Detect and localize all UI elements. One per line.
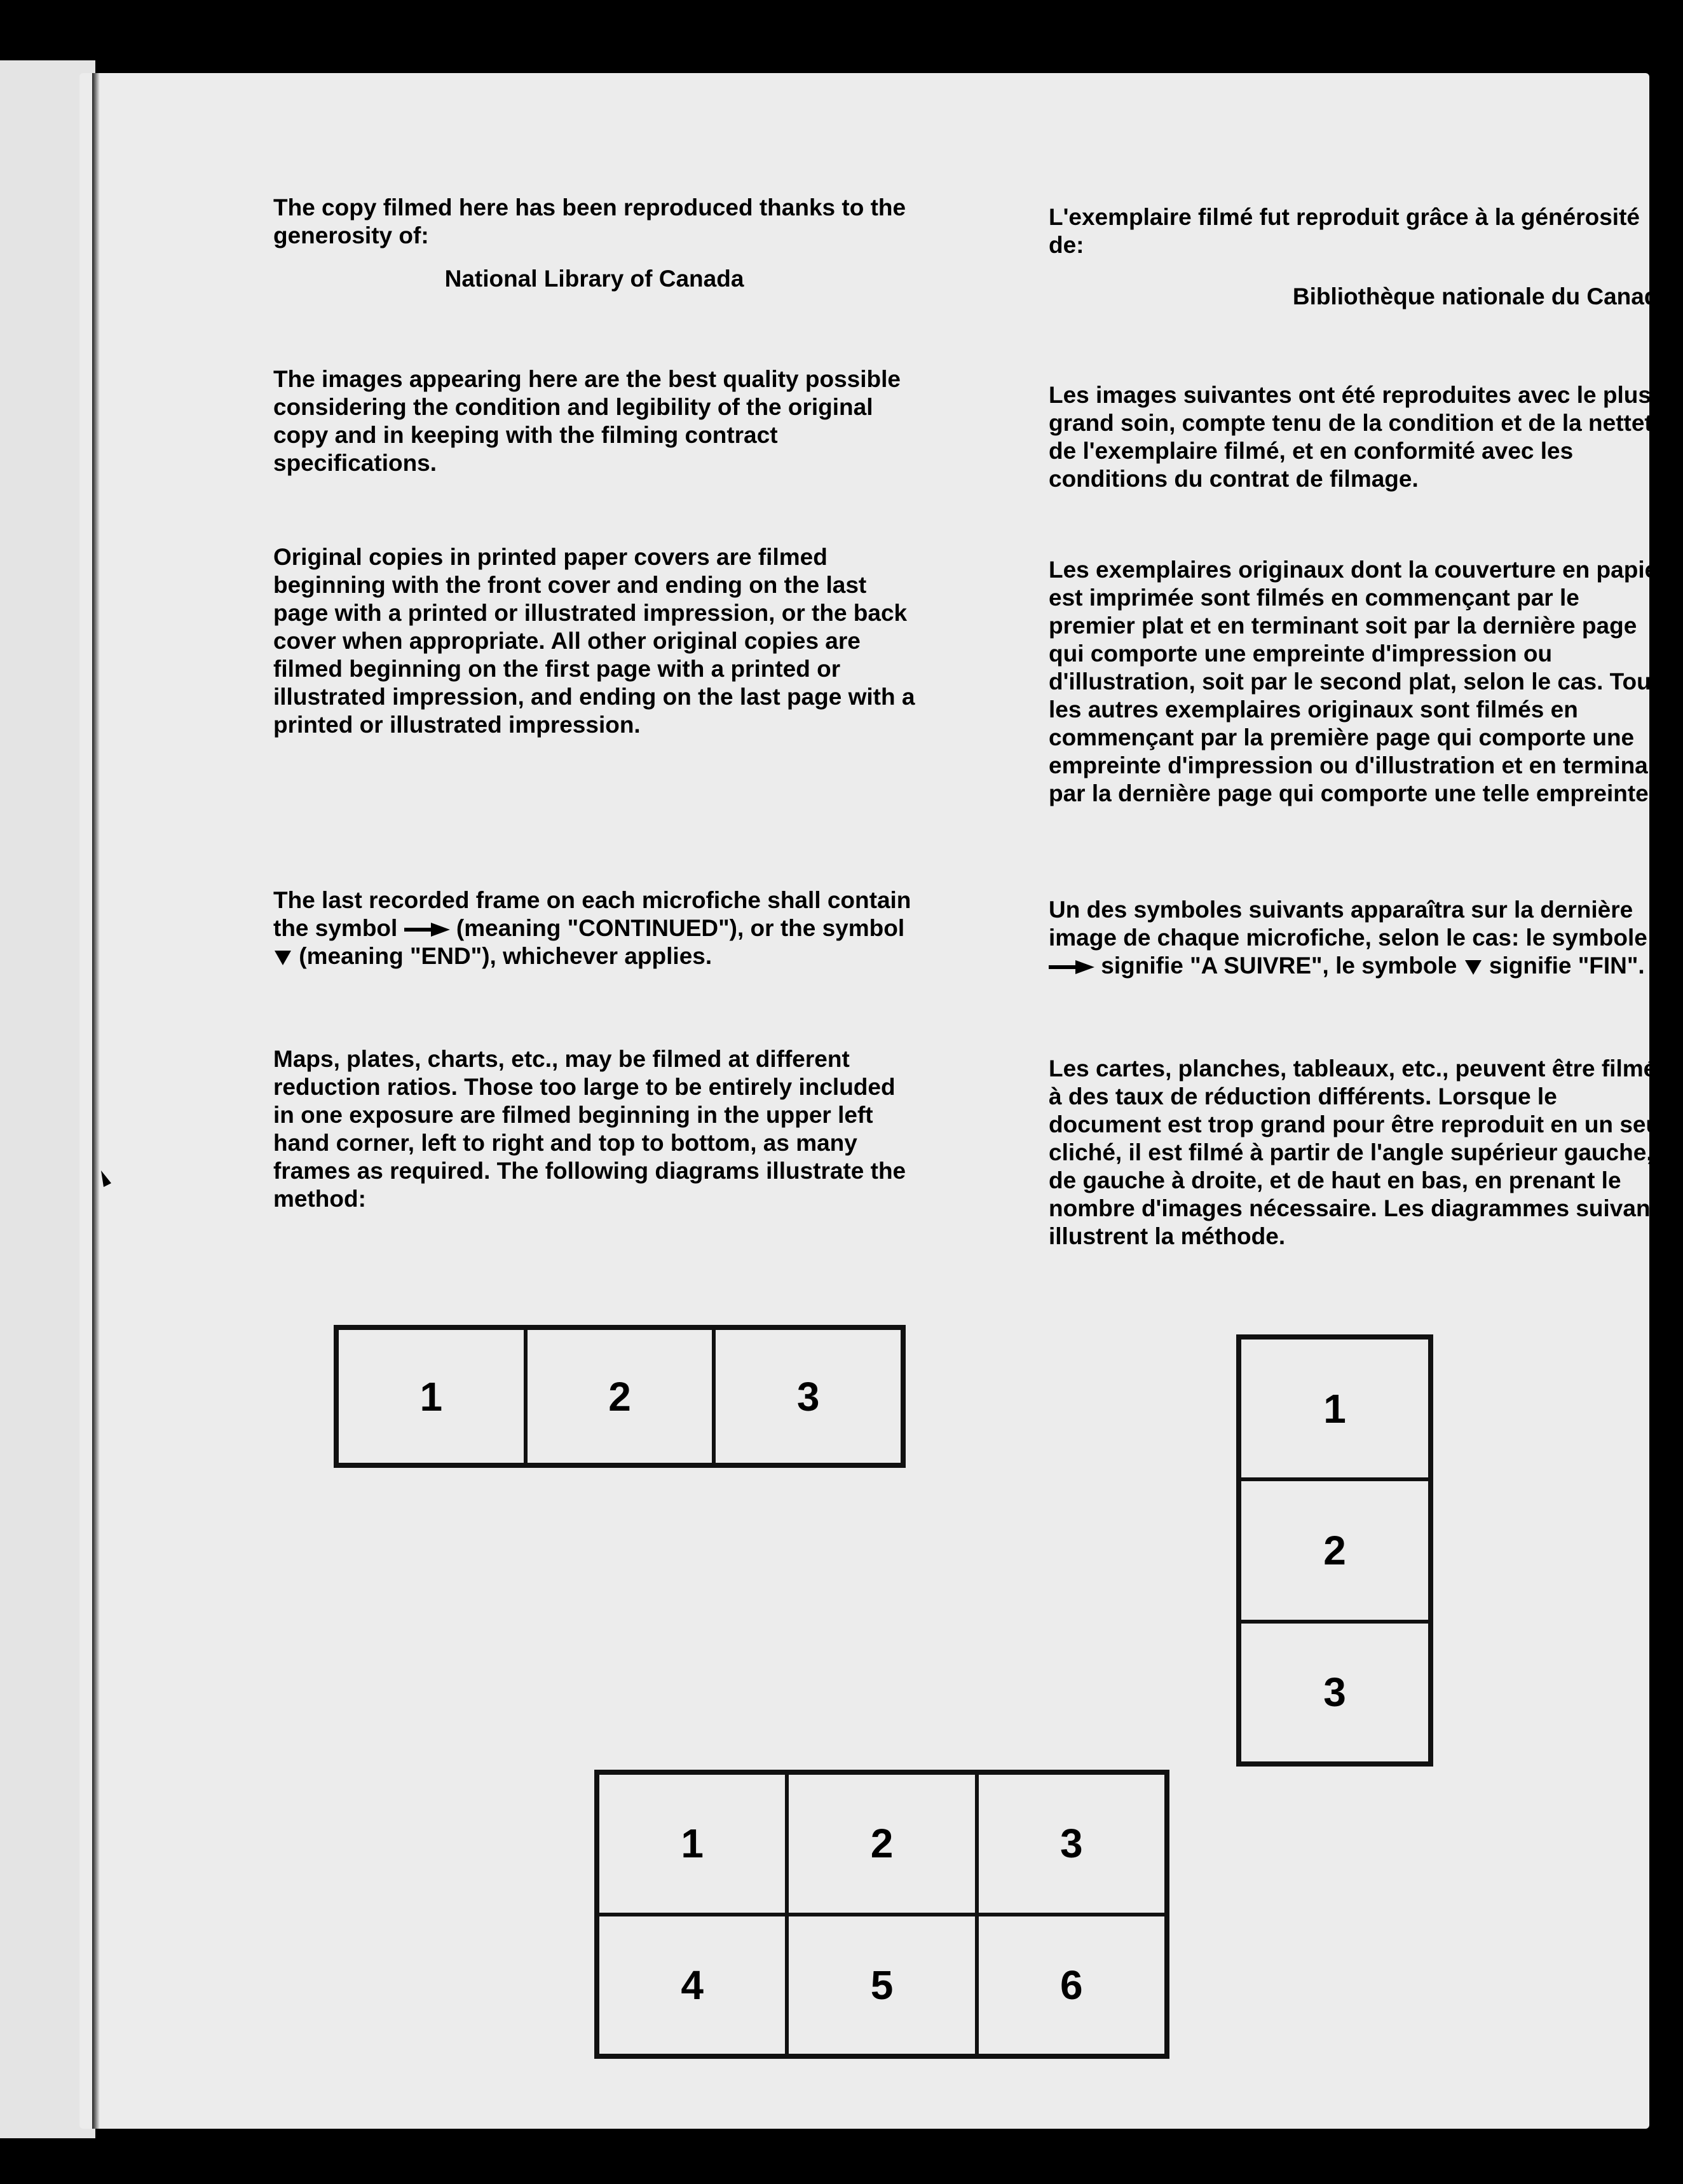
- french-intro: L'exemplaire filmé fut reproduit grâce à la générosité de:: [1049, 204, 1640, 258]
- french-symbols-text-b: signifie "A SUIVRE", le symbole: [1101, 953, 1457, 979]
- frame-cell: 2: [1239, 1479, 1430, 1621]
- french-symbols-text-c: signifie "FIN".: [1489, 953, 1645, 979]
- french-originals-paragraph: Les exemplaires originaux dont la couverture en papier est imprimée sont filmés en commençant par le premier plat et en terminant soit par la dernière page qui comporte une empreinte d'impression ou d'illustration, soit par le second plat, selon le cas. Tous les autres exemplaires originaux sont filmés en commençant par la première page qui comporte une empreinte d'impression ou d'illustration et en terminant par la dernière page qui comporte une telle empreinte.: [1049, 557, 1670, 806]
- binding-shadow: [92, 73, 100, 2129]
- french-symbols-text-a: Un des symboles suivants apparaîtra sur la dernière image de chaque microfiche, selon le cas: le symbole: [1049, 897, 1647, 951]
- triangle-down-icon: [1464, 958, 1483, 976]
- english-originals-paragraph: Original copies in printed paper covers are filmed beginning with the front cover and ending on the last page with a printed or illustrated impression, or the back cover when appropriate. All other original copies are filmed beginning on the first page with a printed or illustrated impression, and ending on the last page with a printed or illustrated impression.: [273, 544, 915, 738]
- vertical-frame-diagram: [1236, 1334, 1433, 1767]
- english-symbols-text-a: The last recorded frame on each microfiche shall contain the symbol: [273, 887, 911, 941]
- scan-speck-icon: [99, 1169, 114, 1188]
- frame-cell: 1: [597, 1773, 787, 1915]
- french-institution: Bibliothèque nationale du Canada: [1292, 283, 1672, 309]
- frame-cell: 1: [337, 1328, 526, 1465]
- frame-cell: 1: [1239, 1338, 1430, 1479]
- english-symbols-text-c: (meaning "END"), whichever applies.: [299, 943, 712, 969]
- french-maps-paragraph: Les cartes, planches, tableaux, etc., peuvent être filmés à des taux de réduction différents. Lorsque le document est trop grand pour être reproduit en un seul cliché, il est filmé à partir de l'angle supérieur gauche, de gauche à droite, et de haut en bas, en prenant le nombre d'images nécessaire. Les diagrammes suivants illustrent la méthode.: [1049, 1055, 1672, 1249]
- frame-cell: 2: [787, 1773, 976, 1915]
- english-quality-paragraph: The images appearing here are the best quality possible considering the condition and legibility of the original copy and in keeping with the filming contract specifications.: [273, 366, 901, 476]
- french-symbols-paragraph: [1049, 896, 1672, 980]
- english-institution: National Library of Canada: [444, 266, 744, 292]
- triangle-down-icon: [273, 949, 292, 967]
- frame-cell: 2: [526, 1328, 714, 1465]
- french-quality-paragraph: Les images suivantes ont été reproduites avec le plus grand soin, compte tenu de la condition et de la netteté de l'exemplaire filmé, et en conformité avec les conditions du contrat de filmage.: [1049, 382, 1666, 492]
- microfiche-target-page: [79, 73, 1672, 2129]
- horizontal-frame-diagram: [334, 1325, 906, 1468]
- frame-cell: 3: [977, 1773, 1166, 1915]
- frame-cell: 4: [597, 1915, 787, 2056]
- english-maps-paragraph: Maps, plates, charts, etc., may be filmed at different reduction ratios. Those too large to be entirely included in one exposure are filmed beginning in the upper left hand corner, left to right and top to bottom, as many frames as required. The following diagrams illustrate the method:: [273, 1046, 906, 1212]
- english-symbols-text-b: (meaning "CONTINUED"), or the symbol: [456, 915, 905, 941]
- frame-cell: 5: [787, 1915, 976, 2056]
- arrow-right-icon: [1049, 959, 1094, 975]
- english-symbols-paragraph: [273, 886, 915, 970]
- frame-cell: 6: [977, 1915, 1166, 2056]
- frame-cell: 3: [1239, 1622, 1430, 1763]
- grid-frame-diagram: [594, 1770, 1169, 2059]
- english-intro: The copy filmed here has been reproduced thanks to the generosity of:: [273, 194, 906, 248]
- frame-cell: 3: [714, 1328, 903, 1465]
- arrow-right-icon: [404, 921, 450, 938]
